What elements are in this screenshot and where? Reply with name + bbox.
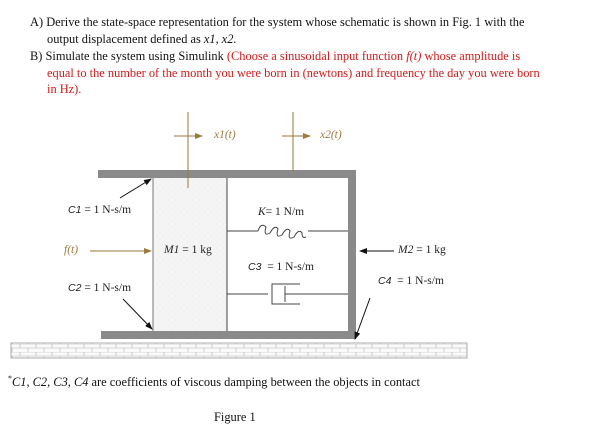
c1-label: C1 = 1 N-s/m xyxy=(68,204,132,216)
x2-label: x2(t) xyxy=(320,129,342,141)
m2-label: M2 = 1 kg xyxy=(398,244,446,256)
part-b-fn: f(t) xyxy=(406,49,422,63)
ground xyxy=(11,343,467,358)
c3-label: C3 = 1 N-s/m xyxy=(248,261,314,273)
part-a-text: Derive the state-space representation for the system whose schematic is shown in Fig. 1 with the xyxy=(46,15,525,29)
part-a-outputs: x1, x2. xyxy=(203,31,237,46)
part-b-text: Simulate the system using Simulink xyxy=(45,49,224,63)
damper-c3 xyxy=(227,284,348,304)
force-label: f(t) xyxy=(64,244,79,256)
part-b-red-1: (Choose a sinusoidal input function xyxy=(226,49,404,63)
k-label: K= 1 N/m xyxy=(258,206,305,218)
part-b-red-line3: in Hz). xyxy=(47,82,82,96)
part-b-red-2: whose amplitude is xyxy=(424,49,521,63)
m1-label: M1 = 1 kg xyxy=(164,244,212,256)
footnote: *C1, C2, C3, C4 are coefficients of viscous damping between the objects in contact xyxy=(8,374,420,390)
x1-label: x1(t) xyxy=(214,129,236,141)
c2-label: C2 = 1 N-s/m xyxy=(68,282,132,294)
c4-label: C4 = 1 N-s/m xyxy=(378,275,444,287)
figure-caption: Figure 1 xyxy=(214,410,256,424)
footnote-text: are coefficients of viscous damping between the objects in contact xyxy=(91,375,420,390)
footnote-symbols: C1, C2, C3, C4 xyxy=(12,375,89,390)
part-a-label: A) xyxy=(30,15,44,29)
part-a-text-2: output displacement defined as xyxy=(47,31,201,46)
part-b-label: B) xyxy=(30,49,43,63)
part-b-red-line2: equal to the number of the month you were born in (newtons) and frequency the day you were born xyxy=(47,65,540,80)
spring-k xyxy=(227,225,348,238)
